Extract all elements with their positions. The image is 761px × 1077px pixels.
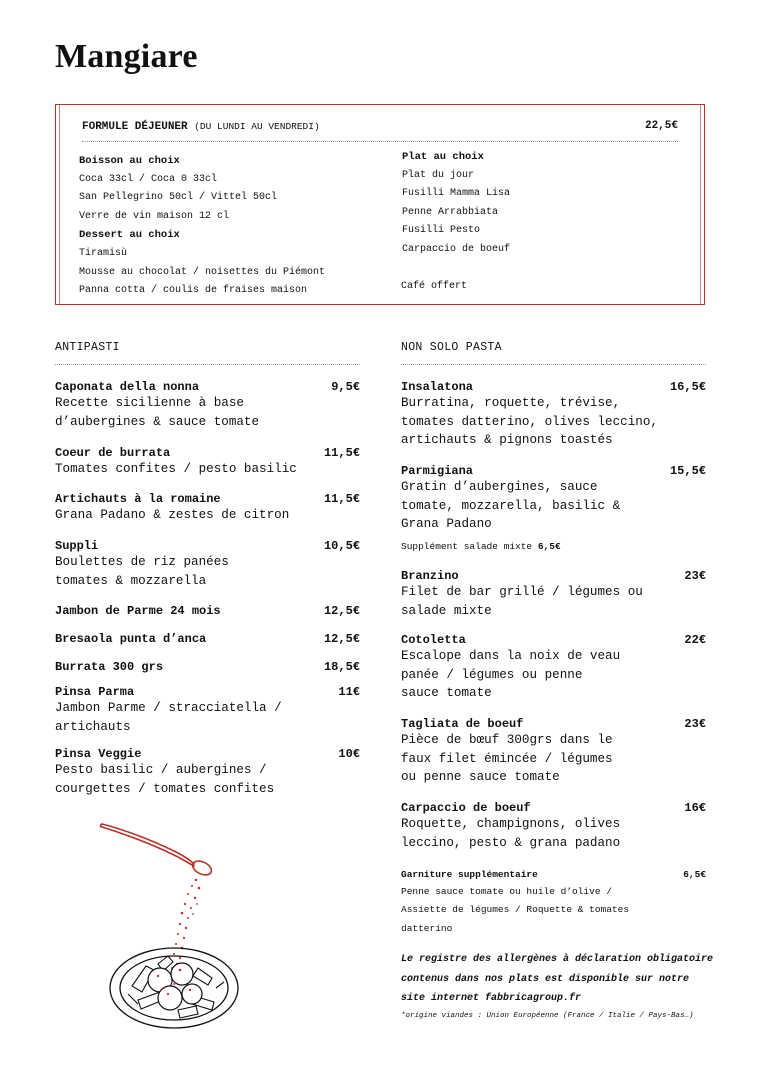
menu-item-price: 15,5€ — [669, 464, 706, 478]
menu-item-name: Artichauts à la romaine — [55, 492, 221, 506]
menu-item-description: Jambon Parme / stracciatella / artichauts — [55, 701, 282, 734]
formule-option: Penne Arrabbiata — [402, 206, 499, 218]
garniture-description: Penne sauce tomate ou huile d’olive / Assiette de légumes / Roquette & tomates datterino — [401, 886, 630, 934]
formule-option: Coca 33cl / Coca 0 33cl — [79, 173, 218, 185]
menu-item-description: Burratina, roquette, trévise, tomates datterino, olives leccino, artichauts & pignons toastés — [401, 396, 658, 448]
menu-item-description: Roquette, champignons, olives leccino, pesto & grana padano — [401, 817, 621, 850]
allergen-note: Le registre des allergènes à déclaration obligatoire contenus dans nos plats est disponible sur notre site internet fabbricagroup.fr — [401, 954, 714, 1004]
menu-item-description: Tomates confites / pesto basilic — [55, 462, 297, 476]
menu-item-price: 23€ — [684, 569, 706, 583]
formule-heading — [82, 121, 320, 133]
menu-item-price: 23€ — [684, 717, 706, 731]
antipasti-divider — [55, 364, 360, 365]
formule-right-column — [402, 151, 510, 263]
menu-item-description: Filet de bar grillé / légumes ou salade mixte — [401, 585, 643, 618]
menu-item-name: Jambon de Parme 24 mois — [55, 604, 221, 618]
menu-item-description: Pesto basilic / aubergines / courgettes / tomates confites — [55, 763, 275, 796]
pasta-plate-illustration — [98, 818, 258, 1033]
menu-item-price: 9,5€ — [331, 380, 360, 394]
formule-option: San Pellegrino 50cl / Vittel 50cl — [79, 192, 278, 204]
formule-option: Mousse au chocolat / noisettes du Piémont — [79, 266, 326, 278]
menu-item-price: 11,5€ — [323, 446, 360, 460]
section-title-non-solo-pasta: NON SOLO PASTA — [401, 341, 502, 354]
menu-item-name: Caponata della nonna — [55, 380, 200, 394]
menu-item-price: 16,5€ — [669, 380, 706, 394]
formule-cafe: Café offert — [401, 281, 468, 292]
menu-item-description: Pièce de bœuf 300grs dans le faux filet émincée / légumes ou penne sauce tomate — [401, 733, 613, 785]
origin-note: *origine viandes : Union Européenne (France / Italie / Pays-Bas…) — [401, 1012, 694, 1020]
menu-item-price: 10€ — [338, 747, 360, 761]
menu-item-name: Burrata 300 grs — [55, 660, 164, 674]
spoon-illustration — [101, 824, 214, 878]
formule-dejeuner-box — [55, 104, 705, 305]
formule-option: Plat du jour — [402, 169, 475, 181]
menu-item-description: Grana Padano & zestes de citron — [55, 508, 290, 522]
menu-item-price: 11€ — [338, 685, 360, 699]
menu-item-name: Carpaccio de boeuf — [401, 801, 531, 815]
formule-option: Tiramisù — [79, 247, 128, 259]
supplement-price: 6,5€ — [537, 541, 561, 552]
formule-category: Dessert au choix — [79, 229, 180, 242]
formule-left-column — [79, 155, 325, 304]
menu-item-name: Insalatona — [401, 380, 474, 394]
menu-item-price: 10,5€ — [323, 539, 360, 553]
menu-item-price: 12,5€ — [323, 604, 360, 618]
menu-item-name: Tagliata de boeuf — [401, 717, 524, 731]
formule-title: FORMULE DÉJEUNER — [82, 121, 188, 133]
menu-item-name: Pinsa Parma — [55, 685, 135, 699]
garniture-title: Garniture supplémentaire — [401, 869, 538, 880]
menu-item-name: Cotoletta — [401, 633, 466, 647]
menu-item-description: Escalope dans la noix de veau panée / légumes ou penne sauce tomate — [401, 649, 621, 701]
formule-option: Verre de vin maison 12 cl — [79, 210, 230, 222]
formule-option: Panna cotta / coulis de fraises maison — [79, 285, 308, 297]
formule-price: 22,5€ — [644, 120, 678, 132]
non-solo-pasta-divider — [401, 364, 706, 365]
menu-item-price: 11,5€ — [323, 492, 360, 506]
supplement-label: Supplément salade mixte — [401, 541, 533, 552]
supplement-note — [401, 541, 561, 552]
menu-item-description: Boulettes de riz panées tomates & mozzarella — [55, 555, 229, 588]
menu-item-description: Gratin d’aubergines, sauce tomate, mozzarella, basilic & Grana Padano — [401, 480, 621, 532]
formule-category: Boisson au choix — [79, 155, 180, 167]
formule-option: Fusilli Pesto — [402, 225, 481, 237]
menu-item-price: 16€ — [684, 801, 706, 815]
menu-item-price: 22€ — [684, 633, 706, 647]
menu-item-name: Parmigiana — [401, 464, 474, 478]
menu-item-name: Branzino — [401, 569, 459, 583]
formule-days: (DU LUNDI AU VENDREDI) — [194, 121, 320, 132]
garniture-price: 6,5€ — [683, 869, 706, 880]
menu-item-description: Recette sicilienne à base d’aubergines & sauce tomate — [55, 396, 260, 429]
menu-item-name: Coeur de burrata — [55, 446, 171, 460]
formule-option: Fusilli Mamma Lisa — [402, 188, 511, 200]
menu-item-name: Bresaola punta d’anca — [55, 632, 207, 646]
page-title: Mangiare — [55, 38, 198, 75]
formule-category: Plat au choix — [402, 151, 484, 163]
formule-divider — [82, 141, 678, 142]
section-title-antipasti: ANTIPASTI — [55, 341, 120, 354]
menu-item-name: Suppli — [55, 539, 99, 553]
menu-item-name: Pinsa Veggie — [55, 747, 142, 761]
menu-item-price: 18,5€ — [323, 660, 360, 674]
formule-option: Carpaccio de boeuf — [402, 243, 511, 255]
menu-item-price: 12,5€ — [323, 632, 360, 646]
